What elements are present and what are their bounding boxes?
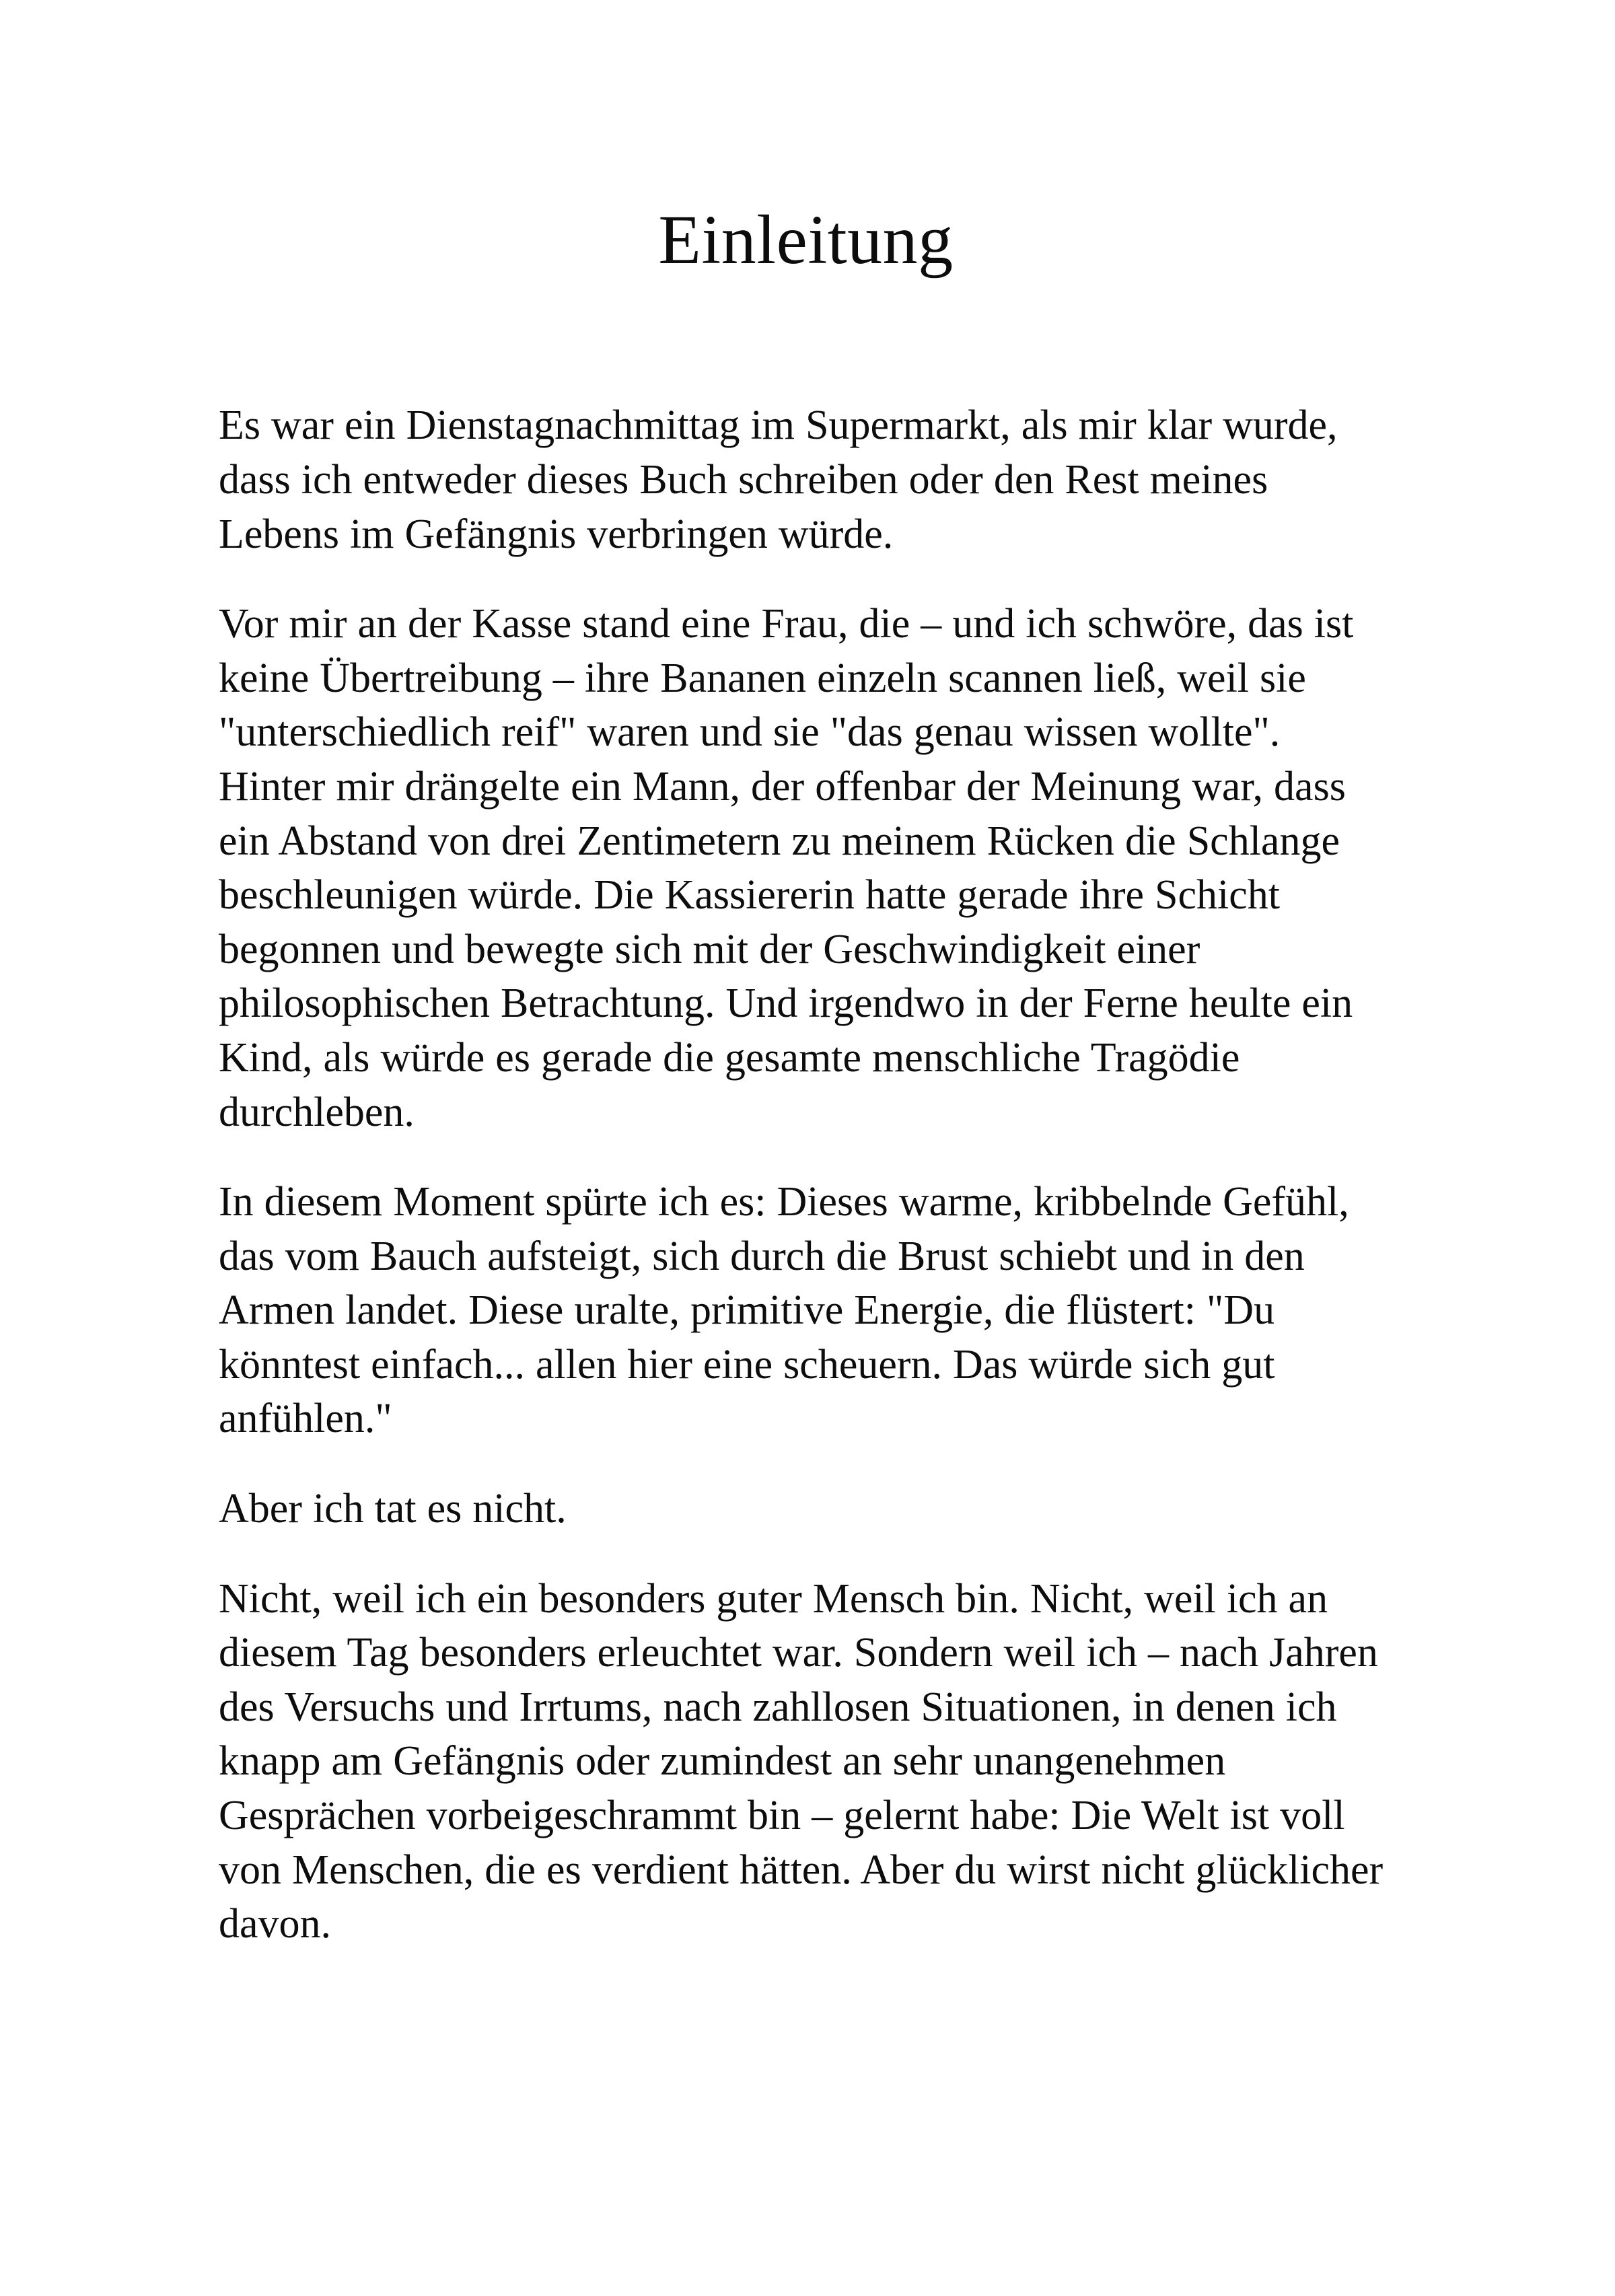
- paragraph: Es war ein Dienstagnachmittag im Supermarkt, als mir klar wurde, dass ich entweder dieses Buch schreiben oder den Rest meines Lebens im Gefängnis verbringen würde.: [219, 402, 1338, 557]
- paragraph: Aber ich tat es nicht.: [219, 1486, 567, 1532]
- paragraph: Nicht, weil ich ein besonders guter Mensch bin. Nicht, weil ich an diesem Tag besonders erleuchtet war. Sondern weil ich – nach Jahren des Versuchs und Irrtums, nach zahllosen Situationen, in denen ich knapp am Gefängnis oder zumindest an sehr unangenehmen Gesprächen vorbeigeschrammt bin – gelernt habe: Die Welt ist voll von Menschen, die es verdient hätten. Aber du wirst nicht glücklicher davon.: [219, 1575, 1384, 1947]
- paragraph: In diesem Moment spürte ich es: Dieses warme, kribbelnde Gefühl, das vom Bauch aufsteigt, sich durch die Brust schiebt und in den Armen landet. Diese uralte, primitive Energie, die flüstert: "Du könntest einfach... allen hier eine scheuern. Das würde sich gut anfühlen.": [219, 1179, 1349, 1442]
- paragraph: Vor mir an der Kasse stand eine Frau, die – und ich schwöre, das ist keine Übertreibung – ihre Bananen einzeln scannen ließ, weil sie "unterschiedlich reif" waren und sie "das genau wissen wollte". Hinter mir drängelte ein Mann, der offenbar der Meinung war, dass ein Abstand von drei Zentimetern zu meinem Rücken die Schlange beschleunigen würde. Die Kassiererin hatte gerade ihre Schicht begonnen und bewegte sich mit der Geschwindigkeit einer philosophischen Betrachtung. Und irgendwo in der Ferne heulte ein Kind, als würde es gerade die gesamte menschliche Tragödie durchleben.: [219, 601, 1354, 1135]
- document-body: [219, 398, 1393, 1951]
- page-title: Einleitung: [658, 201, 954, 279]
